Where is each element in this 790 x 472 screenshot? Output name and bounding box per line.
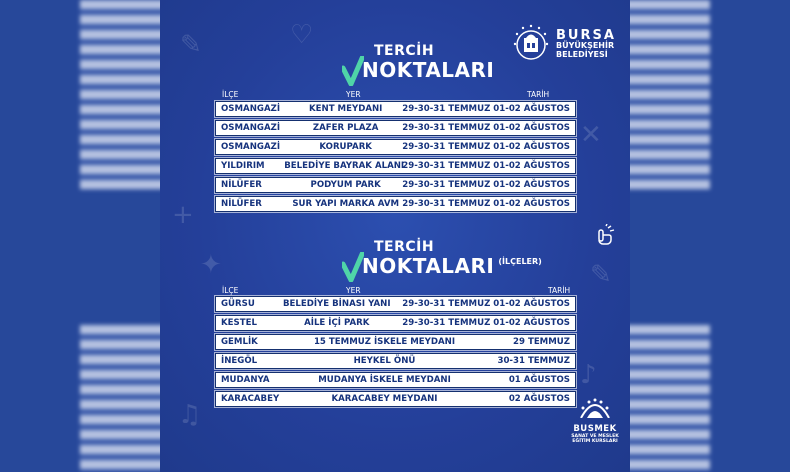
table-row xyxy=(215,315,576,331)
section2-header-ilce: İLÇE xyxy=(222,286,239,295)
section2-title xyxy=(342,240,542,282)
cell-yer: SUR YAPI MARKA AVM xyxy=(292,199,400,209)
table-row xyxy=(215,120,576,136)
table-row xyxy=(215,177,576,193)
right-blurred-panel xyxy=(630,0,790,472)
section2-subtitle: (İLÇELER) xyxy=(498,257,542,266)
section2-header-tarih: TARİH xyxy=(548,286,571,295)
cell-tarih: 01 AĞUSTOS xyxy=(508,375,570,385)
tap-gesture-icon xyxy=(594,224,616,246)
section1-title xyxy=(342,44,494,86)
cell-tarih: 29-30-31 TEMMUZ 01-02 AĞUSTOS xyxy=(402,104,570,114)
cell-yer: ZAFER PLAZA xyxy=(312,123,379,133)
pencil-doodle-icon: ✎ xyxy=(590,260,612,290)
table-row xyxy=(215,158,576,174)
cell-ilce: MUDANYA xyxy=(221,375,270,385)
cell-tarih: 29-30-31 TEMMUZ 01-02 AĞUSTOS xyxy=(402,299,570,309)
section2-title-line1: TERCİH xyxy=(374,239,435,255)
cell-ilce: GEMLİK xyxy=(221,337,258,347)
cell-yer: BELEDİYE BAYRAK ALANI xyxy=(284,161,405,171)
cell-yer: KORUPARK xyxy=(319,142,372,152)
cell-ilce: OSMANGAZİ xyxy=(221,123,281,133)
blurred-table-top xyxy=(630,0,710,190)
cell-yer: KENT MEYDANI xyxy=(308,104,383,114)
busmek-line-1: SANAT VE MESLEK xyxy=(571,434,619,439)
blurred-table-bottom xyxy=(80,325,160,472)
cell-yer: KARACABEY MEYDANI xyxy=(331,394,438,404)
section2-header-yer: YER xyxy=(346,286,361,295)
cell-ilce: YILDIRIM xyxy=(221,161,265,171)
bursa-seal-icon xyxy=(512,22,550,66)
brand-line-3: BELEDİYESİ xyxy=(556,49,608,59)
cell-tarih: 30-31 TEMMUZ xyxy=(497,356,570,366)
pencil-doodle-icon: ✎ xyxy=(180,30,202,60)
left-blurred-panel xyxy=(0,0,160,472)
cell-ilce: OSMANGAZİ xyxy=(221,142,281,152)
music-note-doodle-icon: ♪ xyxy=(580,360,597,390)
cell-yer: HEYKEL ÖNÜ xyxy=(353,356,416,366)
section1-title-line2: NOKTALARI xyxy=(362,58,495,82)
busmek-name: BUSMEK xyxy=(573,424,617,434)
busmek-line-2: EĞİTİM KURSLARI xyxy=(572,439,618,445)
cell-ilce: KESTEL xyxy=(221,318,257,328)
busmek-emblem-icon xyxy=(577,398,613,418)
cell-tarih: 29 TEMMUZ xyxy=(513,337,570,347)
table-row xyxy=(215,353,576,369)
cell-tarih: 29-30-31 TEMMUZ 01-02 AĞUSTOS xyxy=(402,318,570,328)
cell-yer: PODYUM PARK xyxy=(310,180,381,190)
cell-ilce: GÜRSU xyxy=(221,299,255,309)
cell-yer: 15 TEMMUZ İSKELE MEYDANI xyxy=(313,337,456,347)
cell-yer: AİLE İÇİ PARK xyxy=(304,318,370,328)
plus-doodle-icon: + xyxy=(172,200,194,230)
cell-tarih: 29-30-31 TEMMUZ 01-02 AĞUSTOS xyxy=(402,199,570,209)
table-row xyxy=(215,196,576,212)
table-row xyxy=(215,334,576,350)
blurred-table-bottom xyxy=(630,325,710,472)
section1-header-yer: YER xyxy=(346,90,361,99)
brand-line-1: BURSA xyxy=(556,27,616,43)
cell-yer: MUDANYA İSKELE MEYDANI xyxy=(318,375,451,385)
cell-ilce: İNEGÖL xyxy=(221,356,258,366)
checkmark-icon xyxy=(342,56,364,86)
cell-ilce: KARACABEY xyxy=(221,394,280,404)
cell-tarih: 02 AĞUSTOS xyxy=(508,394,570,404)
table-row xyxy=(215,372,576,388)
busmek-logo xyxy=(566,398,624,445)
table-row xyxy=(215,296,576,312)
heart-doodle-icon: ♡ xyxy=(290,20,314,50)
cell-ilce: NİLÜFER xyxy=(221,180,262,190)
cell-tarih: 29-30-31 TEMMUZ 01-02 AĞUSTOS xyxy=(402,123,570,133)
cross-doodle-icon: ✕ xyxy=(580,120,602,150)
table-row xyxy=(215,101,576,117)
music-note-doodle-icon: ♫ xyxy=(178,400,202,430)
section1-header-tarih: TARİH xyxy=(527,90,550,99)
table-row xyxy=(215,139,576,155)
cell-tarih: 29-30-31 TEMMUZ 01-02 AĞUSTOS xyxy=(402,161,570,171)
checkmark-icon xyxy=(342,252,364,282)
table-row xyxy=(215,391,576,407)
bursa-logo xyxy=(512,22,616,66)
section2-title-line2: NOKTALARI xyxy=(362,254,495,278)
cell-tarih: 29-30-31 TEMMUZ 01-02 AĞUSTOS xyxy=(402,180,570,190)
brand-line-2: BÜYÜKŞEHİR xyxy=(556,41,615,51)
cell-ilce: OSMANGAZİ xyxy=(221,104,281,114)
blurred-table-top xyxy=(80,0,160,190)
cell-tarih: 29-30-31 TEMMUZ 01-02 AĞUSTOS xyxy=(402,142,570,152)
cell-yer: BELEDİYE BİNASI YANI xyxy=(282,299,391,309)
section1-title-line1: TERCİH xyxy=(374,43,435,59)
star-doodle-icon: ✦ xyxy=(200,250,222,280)
section1-header-ilce: İLÇE xyxy=(222,90,239,99)
cell-ilce: NİLÜFER xyxy=(221,199,262,209)
